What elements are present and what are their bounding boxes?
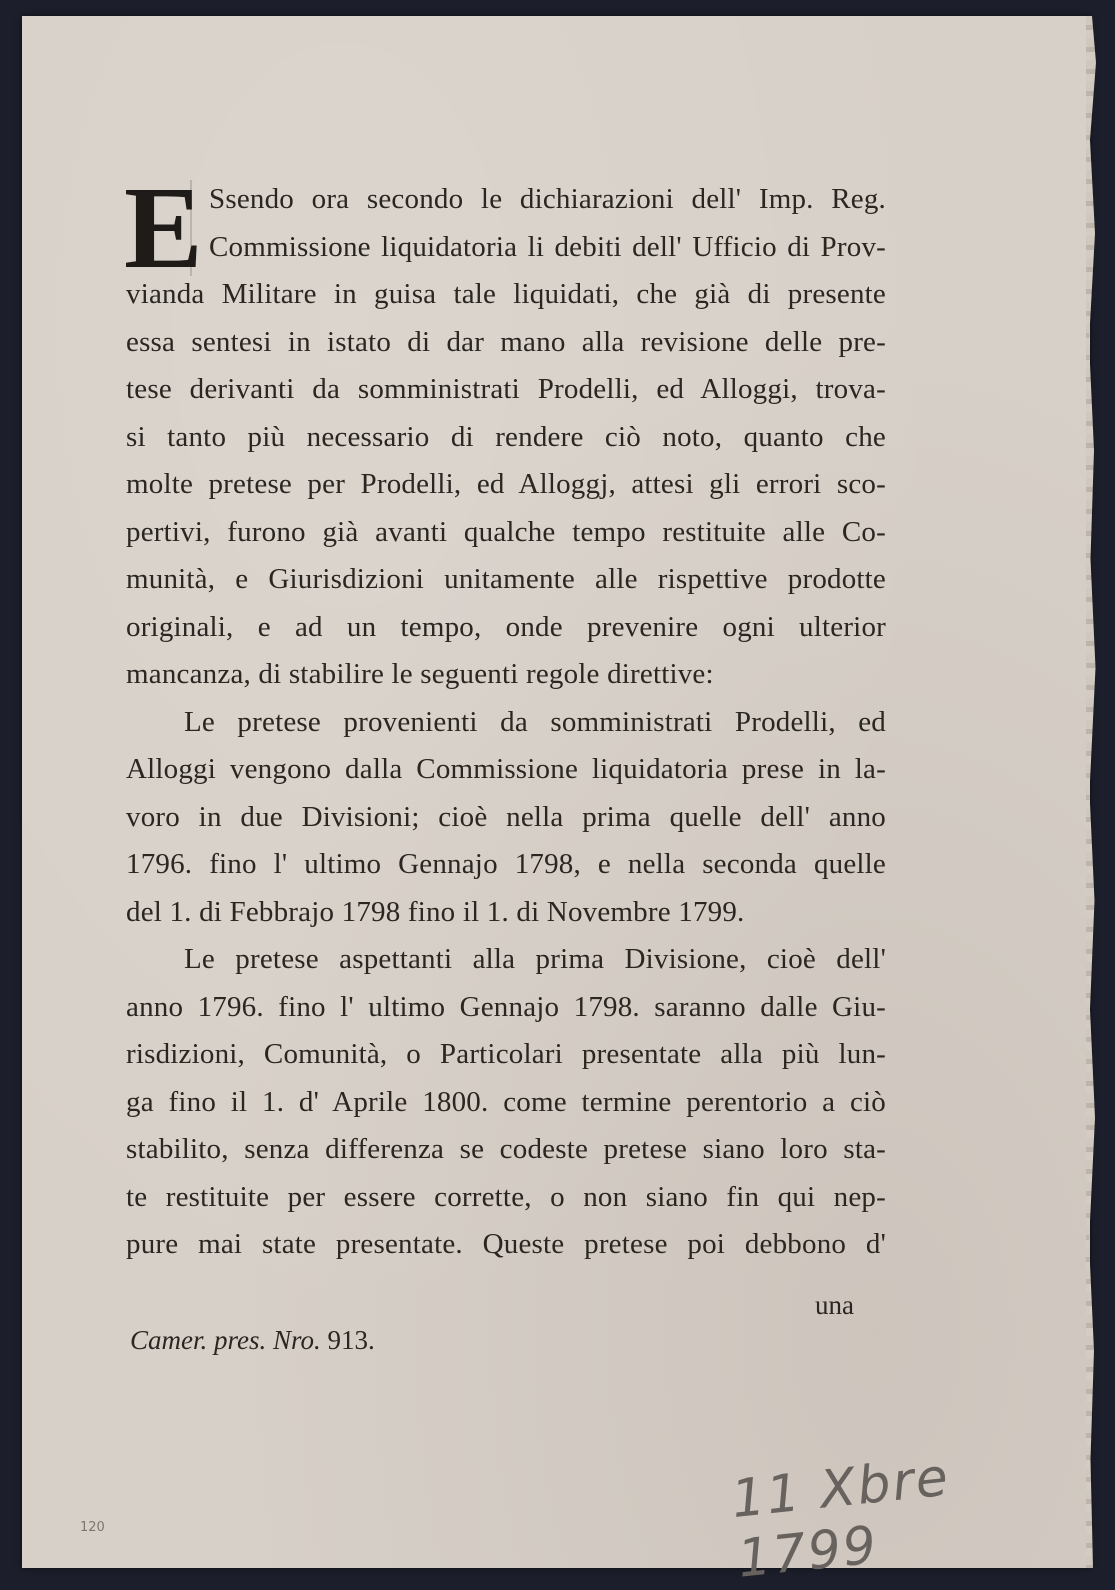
- text-line: anno 1796. fino l' ultimo Gennajo 1798. saranno dalle Giu-: [126, 990, 886, 1023]
- chamber-reference: [130, 1325, 375, 1356]
- text-line: mancanza, di stabilire le seguenti regole direttive:: [126, 658, 714, 690]
- text-line: munità, e Giurisdizioni unitamente alle rispettive prodotte: [126, 563, 886, 595]
- chamber-reference-label: Camer. pres. Nro.: [130, 1325, 321, 1355]
- text-line: pure mai state presentate. Queste pretese poi debbono d': [126, 1228, 886, 1260]
- text-line: 1796. fino l' ultimo Gennajo 1798, e nella seconda quelle: [126, 848, 886, 880]
- text-line: Le pretese aspettanti alla prima Divisione, cioè dell': [184, 943, 886, 975]
- pencil-page-number: 120: [80, 1520, 105, 1535]
- text-line: si tanto più necessario di rendere ciò noto, quanto che: [126, 420, 886, 453]
- text-line: essa sentesi in istato di dar mano alla revisione delle pre-: [126, 325, 886, 358]
- text-line: risdizioni, Comunità, o Particolari presentate alla più lun-: [126, 1038, 886, 1070]
- document-body: [124, 162, 886, 1269]
- text-line: molte pretese per Prodelli, ed Alloggj, attesi gli errori sco-: [126, 468, 886, 500]
- text-line: voro in due Divisioni; cioè nella prima quelle dell' anno: [126, 800, 886, 833]
- chamber-reference-number: 913.: [327, 1325, 375, 1355]
- text-line: vianda Militare in guisa tale liquidati, che già di presente: [126, 278, 886, 310]
- text-line: tese derivanti da somministrati Prodelli, ed Alloggi, trova-: [126, 373, 886, 405]
- text-line: te restituite per essere corrette, o non siano fin qui nep-: [126, 1180, 886, 1213]
- drop-cap: E: [124, 162, 203, 293]
- text-line: originali, e ad un tempo, onde prevenire ogni ulterior: [126, 610, 886, 643]
- text-line: del 1. di Febbrajo 1798 fino il 1. di Novembre 1799.: [126, 895, 745, 928]
- pencil-date-note: 11 Xbre 1799: [728, 1447, 953, 1590]
- text-line: Alloggi vengono dalla Commissione liquidatoria prese in la-: [126, 753, 886, 785]
- text-line: Commissione liquidatoria li debiti dell' Ufficio di Prov-: [209, 230, 886, 263]
- text-line: Ssendo ora secondo le dichiarazioni dell' Imp. Reg.: [209, 183, 886, 215]
- catchword: una: [815, 1290, 854, 1320]
- text-line: pertivi, furono già avanti qualche tempo restituite alle Co-: [126, 515, 886, 548]
- text-line: Le pretese provenienti da somministrati Prodelli, ed: [184, 705, 886, 738]
- text-line: stabilito, senza differenza se codeste pretese siano loro sta-: [126, 1133, 886, 1165]
- text-line: ga fino il 1. d' Aprile 1800. come termine perentorio a ciò: [126, 1085, 886, 1118]
